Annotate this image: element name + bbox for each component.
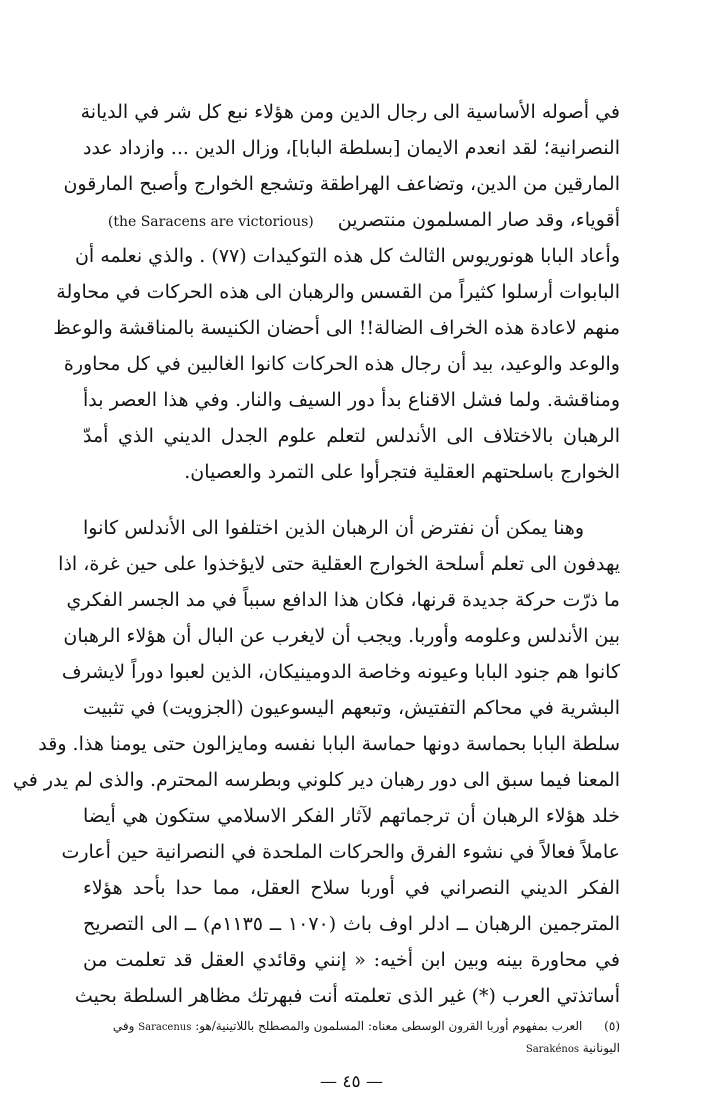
text-line: منهم لاعادة هذه الخراف الضالة!! الى أحضان الكنيسة بالمناقشة والوعظ xyxy=(53,317,620,339)
text-line: سلطة البابا بحماسة دونها حماسة البابا نفسه ومايزالون حتى يومنا هذا. وقد xyxy=(38,733,620,755)
text-line: المعنا فيما سبق الى دور رهبان دير كلوني وبطرسه المحترم. والذى لم يدر في xyxy=(12,769,620,791)
footnote xyxy=(83,1016,620,1060)
footnote-and-in: وفي xyxy=(112,1019,135,1033)
footnote-marker: (٥) xyxy=(604,1019,620,1033)
footnote-text: العرب بمفهوم أوربا القرون الوسطى معناه: المسلمون والمصطلح باللاتينية/هو: xyxy=(195,1019,583,1033)
saracens-note: (the Saracens are victorious) xyxy=(107,214,314,230)
text-line: بين الأندلس وعلومه وأوربا. ويجب أن لايغرب عن البال أن هؤلاء الرهبان xyxy=(63,625,620,647)
footnote-greek-label: اليونانية xyxy=(582,1041,620,1055)
footnote-greek-term: Sarakénos xyxy=(525,1044,579,1055)
text-line: الرهبان بالاختلاف الى الأندلس لتعلم علوم الجدل الديني الذي أمدّ xyxy=(83,425,620,447)
text-line: النصرانية؛ لقد انعدم الايمان [بسلطة البابا]، وزال الدين ... وازداد عدد xyxy=(83,137,620,159)
text-line: عاملاً فعالاً في نشوء الفرق والحركات الملحدة في النصرانية حين أعارت xyxy=(61,841,620,863)
text-line: ومناقشة. ولما فشل الاقناع بدأ دور السيف والنار. وفي هذا العصر بدأ xyxy=(83,389,620,411)
text-line: يهدفون الى تعلم أسلحة الخوارج العقلية حتى لايؤخذوا على حين غرة، اذا xyxy=(58,553,620,575)
text-line: البابوات أرسلوا كثيراً من القسس والرهبان الى هذه الحركات في محاولة xyxy=(56,281,620,303)
text-line: الفكر الديني النصراني في أوربا سلاح العقل، مما حدا بأحد هؤلاء xyxy=(83,877,620,899)
text-line: والوعد والوعيد، بيد أن رجال هذه الحركات كانوا الغالبين في كل محاورة xyxy=(63,353,620,375)
text-line xyxy=(83,202,620,238)
text-line: خلد هؤلاء الرهبان أن ترجماتهم لآثار الفكر الاسلامي ستكون هي أيضا xyxy=(83,805,620,827)
text-line: في محاورة بينه وبين ابن أخيه: « إنني وقائدي العقل قد تعلمت من xyxy=(83,949,620,971)
page-number: — ٤٥ — xyxy=(319,1072,384,1092)
footnote-latin-term: Saracenus xyxy=(138,1022,192,1033)
text-line: وأعاد البابا هونوريوس الثالث كل هذه التوكيدات (٧٧) . والذي نعلمه أن xyxy=(74,245,620,267)
text-line: ما ذرّت حركة جديدة قرنها، فكان هذا الدافع سبباً في مد الجسر الفكري xyxy=(66,589,620,611)
text-line: أساتذتي العرب (*) غير الذى تعلمته أنت فبهرتك مظاهر السلطة بحيث xyxy=(74,985,620,1007)
text-span: أقوياء، وقد صار المسلمون منتصرين xyxy=(337,209,620,231)
text-line: المترجمين الرهبان ــ ادلر اوف باث (١٠٧٠ ــ ١١٣٥م) ــ الى التصريح xyxy=(83,913,620,935)
text-line: وهنا يمكن أن نفترض أن الرهبان الذين اختلفوا الى الأندلس كانوا xyxy=(83,517,584,539)
text-line: الخوارج باسلحتهم العقلية فتجرأوا على التمرد والعصيان. xyxy=(184,461,620,483)
text-line: كانوا هم جنود البابا وعيونه وخاصة الدومينيكان، الذين لعبوا دوراً لايشرف xyxy=(61,661,620,683)
text-line: المارقين من الدين، وتضاعف الهراطقة وتشجع الخوارج وأصبح المارقون xyxy=(63,173,620,195)
text-line: في أصوله الأساسية الى رجال الدين ومن هؤلاء نبع كل شر في الديانة xyxy=(80,101,620,123)
text-line: البشرية في محاكم التفتيش، وتبعهم اليسوعيون (الجزويت) في تثبيت xyxy=(83,697,620,719)
